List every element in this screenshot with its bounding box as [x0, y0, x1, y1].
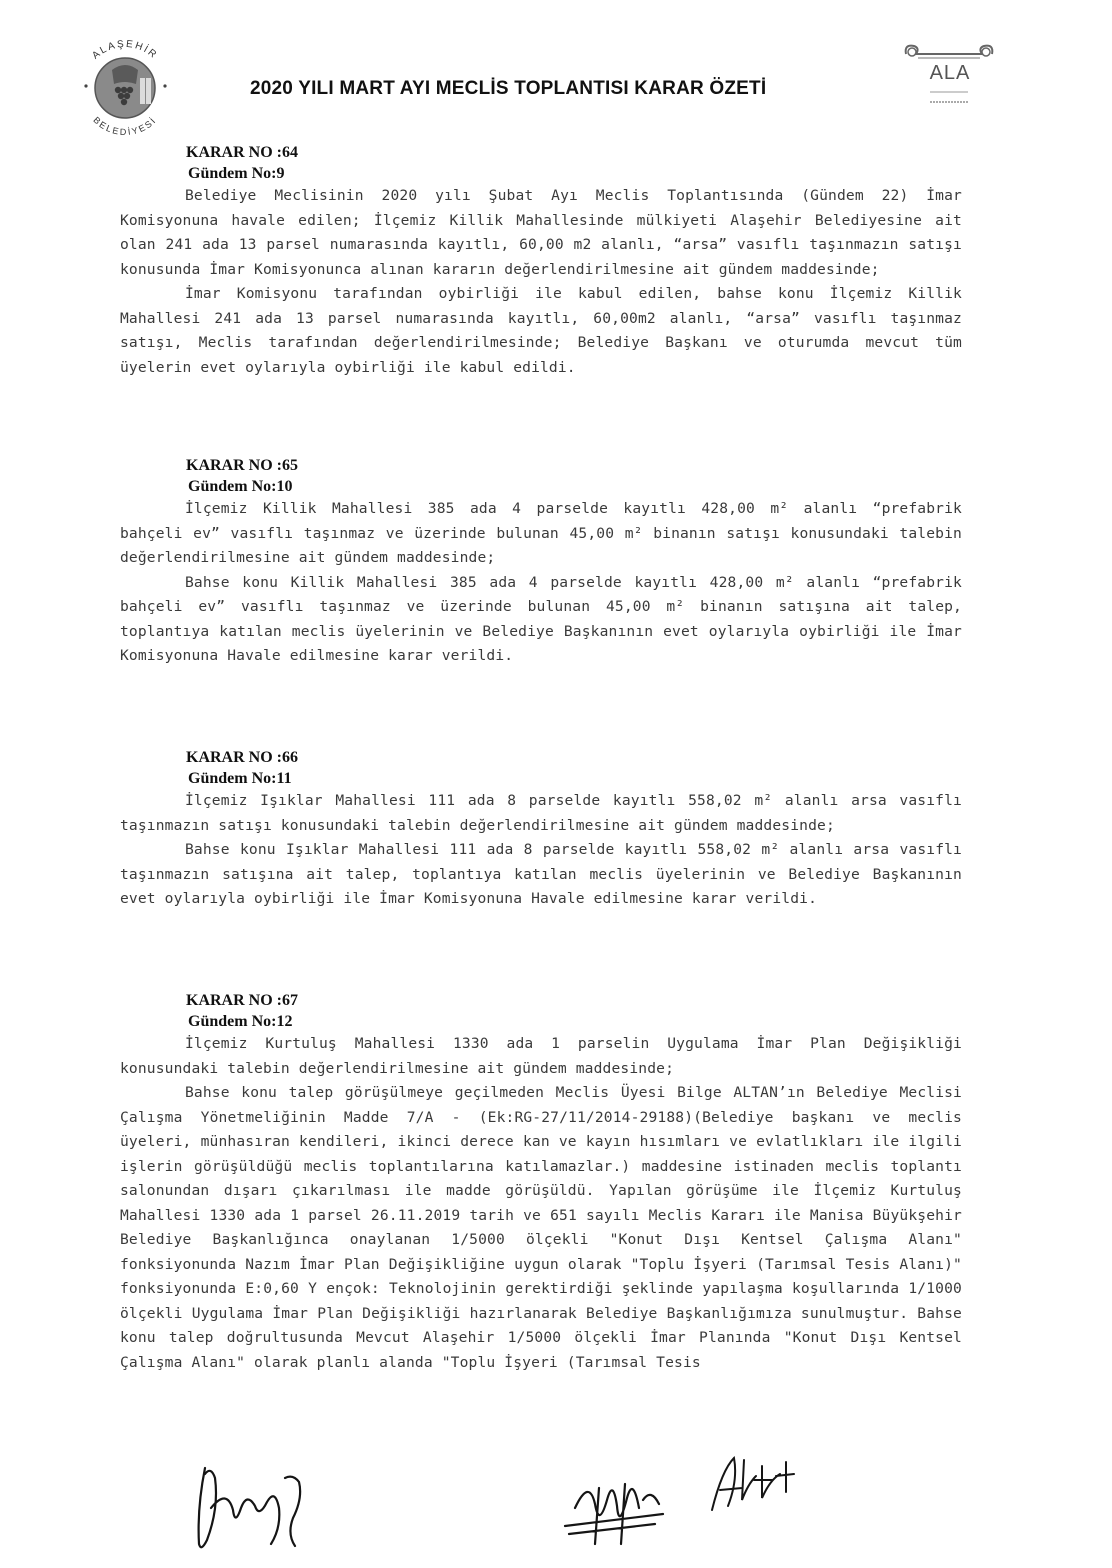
decision-paragraph: Bahse konu Işıklar Mahallesi 111 ada 8 parselde kayıtlı 558,02 m² alanlı arsa vasıflı taşınmazın satışına ait talep, toplantıya katılan meclis üyelerinin ve Belediye Başkanının evet oylarıyla oybirliği ile İmar Komisyonuna Havale edilmesine karar verildi.: [120, 841, 962, 907]
decision-64: [120, 142, 962, 380]
decision-paragraph: İlçemiz Işıklar Mahallesi 111 ada 8 parselde kayıtlı 558,02 m² alanlı arsa vasıflı taşınmazın satışı konusundaki talebin değerlendirilmesine ait gündem maddesinde;: [120, 792, 962, 834]
gundem-no-label: Gündem No:11: [188, 770, 292, 787]
decision-paragraph: Bahse konu talep görüşülmeye geçilmeden Meclis Üyesi Bilge ALTAN’ın Belediye Meclisi Çalışma Yönetmeliğinin Madde 7/A - (Ek:RG-27/11/2014-29188)(Belediye başkanı ve meclis üyeleri, münhasıran kendileri, ikinci derece kan ve kayın hısımları ve evlatlıkları ile ilgili işlerin görüşüldüğü meclis toplantılarına katılamazlar.) maddesine istinaden meclis toplantı salonundan dışarı çıkarılması ile madde görüşüldü. Yapılan görüşüme ile İlçemiz Kurtuluş Mahallesi 1330 ada 1 parsel 26.11.2019 tarih ve 651 sayılı Meclis Kararı ile Manisa Büyükşehir Belediye Başkanlığınca onaylanan 1/5000 ölçekli "Konut Dışı Kentsel Çalışma Alanı" fonksiyonunda Nazım İmar Plan Değişikliğine uygun olarak "Toplu İşyeri (Tarımsal Tesis Alanı)" fonksiyonunda E:0,60 Y ençok: Teknolojinin gerektirdiği şeklinde yapılaşma koşullarında 1/1000 ölçekli Uygulama İmar Plan Değişikliği hazırlanarak Belediye Başkanlığımıza sunulmuştur. Bahse konu talep doğrultusunda Mevcut Alaşehir 1/5000 ölçekli İmar Planında "Konut Dışı Kentsel Çalışma Alanı" olarak planlı alanda "Toplu İşyeri (Tarımsal Tesis: [120, 1084, 962, 1371]
decision-paragraph: Belediye Meclisinin 2020 yılı Şubat Ayı Meclis Toplantısında (Gündem 22) İmar Komisyonuna havale edilen; İlçemiz Killik Mahallesinde mülkiyeti Alaşehir Belediyesine ait olan 241 ada 13 parsel numarasında kayıtlı, 60,00 m2 alanlı, “arsa” vasıflı taşınmazın satışı konusunda İmar Komisyonunca alınan kararın değerlendirilmesine ait gündem maddesinde;: [120, 187, 962, 278]
svg-text:ALAŞEHİR: ALAŞEHİR: [90, 38, 160, 62]
svg-text:BELEDİYESİ: BELEDİYESİ: [91, 114, 159, 138]
decision-65: [120, 455, 962, 669]
gundem-no-label: Gündem No:10: [188, 478, 293, 495]
page-title: 2020 YILI MART AYI MECLİS TOPLANTISI KARAR ÖZETİ: [250, 78, 767, 99]
signature-right: [698, 1440, 808, 1520]
karar-no-label: KARAR NO :66: [186, 749, 298, 766]
gundem-no-label: Gündem No:9: [188, 165, 285, 182]
decision-paragraph: İlçemiz Kurtuluş Mahallesi 1330 ada 1 parselin Uygulama İmar Plan Değişikliği konusundaki talebin değerlendirilmesine ait gündem maddesinde;: [120, 1035, 962, 1077]
signature-center: [555, 1448, 675, 1558]
signature-left: [175, 1448, 335, 1558]
karar-no-label: KARAR NO :65: [186, 457, 298, 474]
gundem-no-label: Gündem No:12: [188, 1013, 293, 1030]
decision-paragraph: İmar Komisyonu tarafından oybirliği ile kabul edilen, bahse konu İlçemiz Killik Mahallesi 241 ada 13 parsel numarasında kayıtlı, 60,00m2 alanlı, “arsa” vasıflı taşınmaz satışı, Meclis tarafından değerlendirilmesinde; Belediye Başkanı ve oturumda mevcut tüm üyelerin evet oylarıyla oybirliği ile kabul edildi.: [120, 285, 962, 376]
decision-66: [120, 747, 962, 912]
alasehir-municipality-seal: [66, 22, 184, 140]
decision-paragraph: İlçemiz Killik Mahallesi 385 ada 4 parselde kayıtlı 428,00 m² alanlı “prefabrik bahçeli ev” vasıflı taşınmaz ve üzerinde bulunan 45,00 m² binanın satışı konusundaki talebin değerlendirilmesine ait gündem maddesinde;: [120, 500, 962, 566]
decision-paragraph: Bahse konu Killik Mahallesi 385 ada 4 parselde kayıtlı 428,00 m² alanlı “prefabrik bahçeli ev” vasıflı taşınmaz ve üzerinde bulunan 45,00 m² binanın satışına ait talep, toplantıya katılan meclis üyelerinin ve Belediye Başkanının evet oylarıyla oybirliği ile İmar Komisyonuna Havale edilmesine karar verildi.: [120, 573, 962, 664]
karar-no-label: KARAR NO :64: [186, 144, 298, 161]
ala-logo-text: ALA: [929, 62, 971, 84]
karar-no-label: KARAR NO :67: [186, 992, 298, 1009]
decision-67: [120, 990, 962, 1375]
